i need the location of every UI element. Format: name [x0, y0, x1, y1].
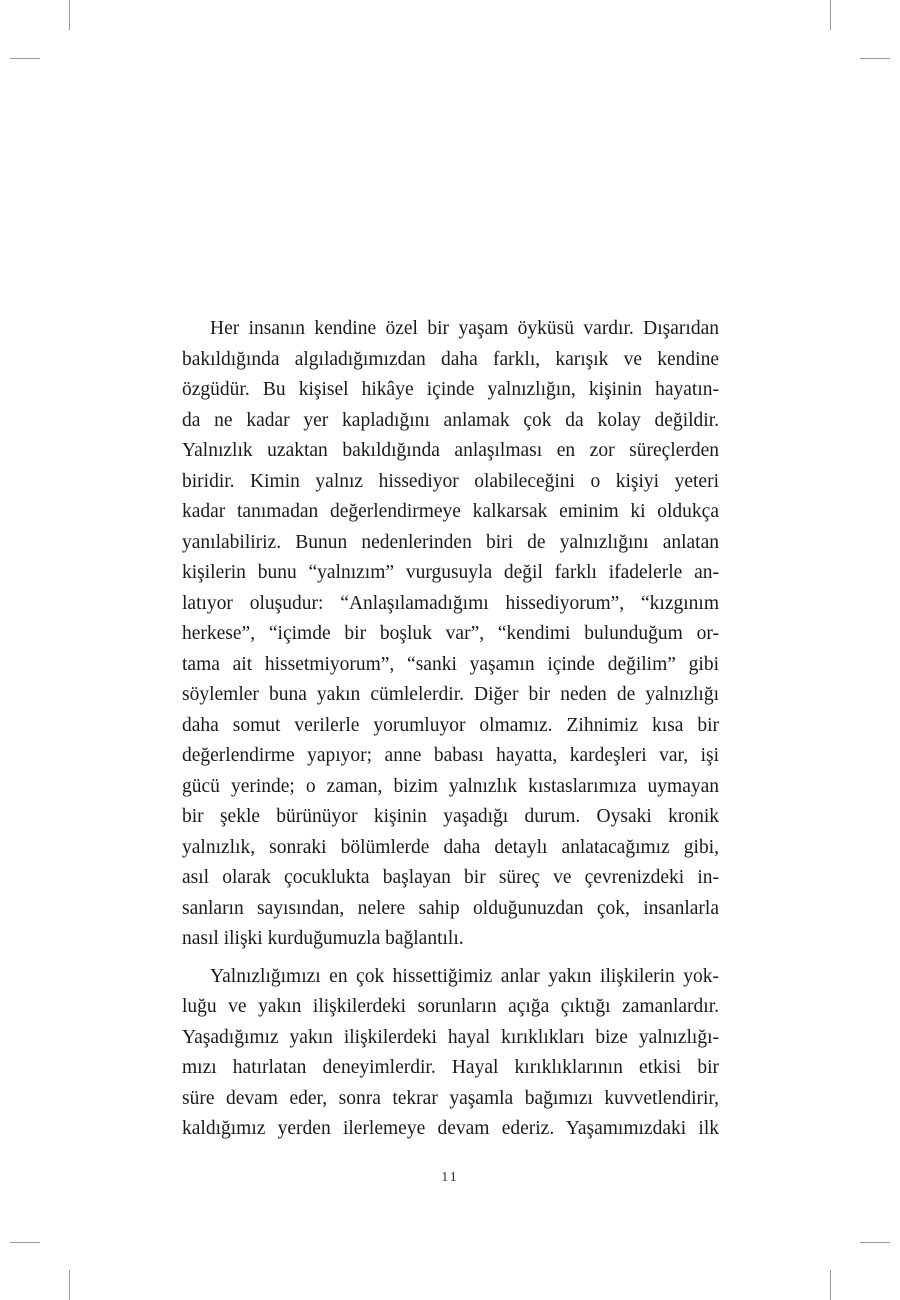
text-line: luğu ve yakın ilişkilerdeki sorunların açığa çıktığı zamanlardır.	[182, 996, 719, 1017]
text-line: Yalnızlık uzaktan bakıldığında anlaşılması en zor süreçlerden	[182, 440, 719, 461]
text-line: Yalnızlığımızı en çok hissettiğimiz anlar yakın ilişkilerin yok-	[210, 965, 719, 987]
crop-mark-top-right-horizontal	[860, 58, 890, 59]
crop-mark-bottom-left-horizontal	[10, 1242, 40, 1243]
text-line: değerlendirme yapıyor; anne babası hayatta, kardeşleri var, işi	[182, 745, 719, 766]
text-line: bakıldığında algıladığımızdan daha farklı, karışık ve kendine	[182, 348, 719, 370]
text-line: söylemler buna yakın cümlelerdir. Diğer bir neden de yalnızlığı	[182, 684, 719, 705]
crop-mark-bottom-right-vertical	[830, 1270, 831, 1300]
paragraph-2	[182, 962, 719, 1145]
text-line: biridir. Kimin yalnız hissediyor olabileceğini o kişiyi yeteri	[182, 470, 719, 492]
text-line: daha somut verilerle yorumluyor olmamız. Zihnimiz kısa bir	[182, 714, 719, 736]
text-line: tama ait hissetmiyorum”, “sanki yaşamın içinde değilim” gibi	[182, 653, 719, 675]
text-line: latıyor oluşudur: “Anlaşılamadığımı hissediyorum”, “kızgınım	[182, 592, 719, 614]
text-line: Her insanın kendine özel bir yaşam öyküsü vardır. Dışarıdan	[210, 318, 719, 339]
text-line: kadar tanımadan değerlendirmeye kalkarsak eminim ki oldukça	[182, 501, 719, 522]
text-line: sanların sayısından, nelere sahip olduğunuzdan çok, insanlarla	[182, 897, 719, 919]
text-line: asıl olarak çocuklukta başlayan bir süreç ve çevrenizdeki in-	[182, 867, 719, 888]
text-line: herkese”, “içimde bir boşluk var”, “kendimi bulunduğum or-	[182, 623, 719, 644]
text-line: Yaşadığımız yakın ilişkilerdeki hayal kırıklıkları bize yalnızlığı-	[182, 1026, 719, 1048]
paragraph-1	[182, 314, 719, 955]
text-line: da ne kadar yer kapladığını anlamak çok da kolay değildir.	[182, 409, 719, 431]
text-line: nasıl ilişki kurduğumuzla bağlantılı.	[182, 928, 464, 949]
crop-mark-top-right-vertical	[830, 0, 831, 30]
text-line: kişilerin bunu “yalnızım” vurgusuyla değil farklı ifadelerle an-	[182, 562, 719, 583]
text-line: mızı hatırlatan deneyimlerdir. Hayal kırıklıklarının etkisi bir	[182, 1057, 719, 1078]
body-text	[182, 314, 719, 1145]
text-line: özgüdür. Bu kişisel hikâye içinde yalnızlığın, kişinin hayatın-	[182, 379, 719, 400]
crop-mark-top-left-vertical	[69, 0, 70, 30]
crop-mark-bottom-left-vertical	[69, 1270, 70, 1300]
crop-mark-top-left-horizontal	[10, 58, 40, 59]
text-line: süre devam eder, sonra tekrar yaşamla bağımızı kuvvetlendirir,	[182, 1087, 719, 1109]
page-number: 11	[441, 1170, 459, 1185]
text-line: yanılabiliriz. Bunun nedenlerinden biri de yalnızlığını anlatan	[182, 531, 719, 553]
text-line: bir şekle bürünüyor kişinin yaşadığı durum. Oysaki kronik	[182, 806, 719, 827]
text-line: yalnızlık, sonraki bölümlerde daha detaylı anlatacağımız gibi,	[182, 836, 719, 858]
text-line: kaldığımız yerden ilerlemeye devam ederiz. Yaşamımızdaki ilk	[182, 1118, 719, 1139]
text-line: gücü yerinde; o zaman, bizim yalnızlık kıstaslarımıza uymayan	[182, 775, 719, 797]
crop-mark-bottom-right-horizontal	[860, 1242, 890, 1243]
